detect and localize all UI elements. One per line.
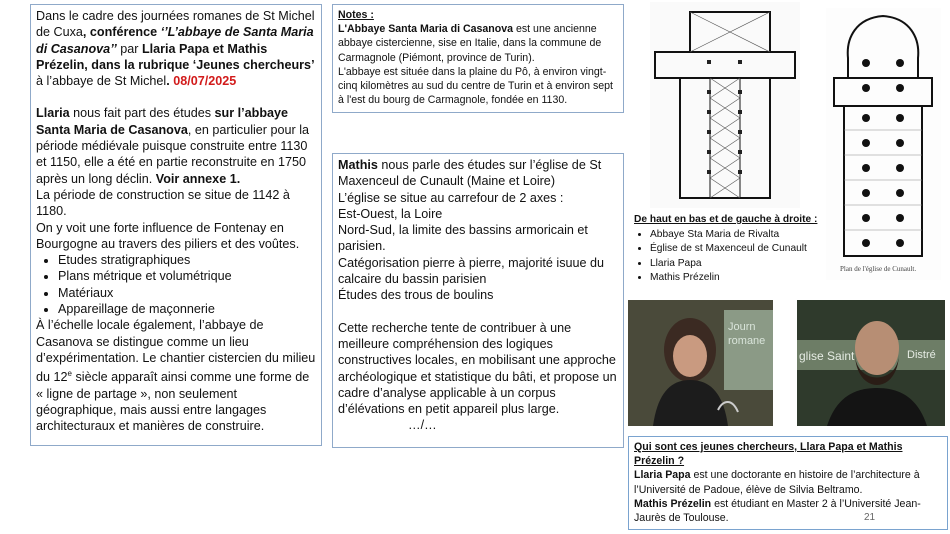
conference-date: 08/07/2025 — [173, 74, 237, 89]
mathis-name: Mathis — [338, 158, 378, 172]
notes-title: Notes : — [338, 9, 374, 21]
mathis-line: Études des trous de boulins — [338, 288, 494, 303]
conference-title: ‘’L’abbaye de Santa Maria di Casanova’’ — [36, 25, 314, 56]
caption-item: • Llaria Papa — [650, 257, 824, 272]
intro-text-5: . — [166, 74, 174, 89]
notes-box — [332, 4, 624, 113]
intro-text: Dans le cadre des journées romanes de St Michel de Cuxa — [36, 9, 315, 40]
mathis-photo-drawing — [797, 300, 945, 426]
century-superscript: e — [67, 369, 72, 379]
llaria-paragraph — [36, 105, 316, 186]
study-item: • Plans métrique et volumétrique — [58, 268, 316, 284]
llaria-papa-photo — [628, 300, 773, 426]
notes-abbey-name: L'Abbaye Santa Maria di Casanova — [338, 23, 514, 36]
continuation-mark: …/… — [408, 418, 437, 433]
intro-text-3: par — [116, 41, 142, 56]
page-number: 21 — [864, 512, 876, 523]
abbey-floor-plan-image — [650, 2, 800, 208]
banner-text: Journ — [728, 321, 756, 333]
researchers-info-box — [628, 436, 948, 530]
researchers-title: Qui sont ces jeunes chercheurs, Llara Papa et Mathis Prézelin ? — [634, 441, 903, 468]
notes-paragraph-2: L'abbaye est située dans la plaine du Pô, à environ vingt-cinq kilomètres au sud du centre de Turin et à environ sept à l'est du bourg de Carmagnole, fondée en 1130. — [338, 65, 614, 107]
intro-paragraph — [36, 8, 316, 89]
image-captions — [634, 213, 824, 286]
llaria-bio-name: Llaria Papa — [634, 469, 691, 482]
captions-title: De haut en bas et de gauche à droite : — [634, 214, 818, 225]
local-text-2: siècle apparaît ainsi comme une forme de « ligne de partage », non seulement géographique, mais aussi entre langages architecturaux et manières de construire. — [36, 370, 310, 434]
mathis-line: Catégorisation pierre à pierre, majorité isuue du calcaire du bassin parisien — [338, 255, 605, 287]
study-item: • Etudes stratigraphiques — [58, 252, 316, 268]
mathis-line: Nord-Sud, la limite des bassins armoricain et parisien. — [338, 223, 588, 254]
local-scale-paragraph — [36, 317, 316, 434]
mathis-line: L’église se situe au carrefour de 2 axes : — [338, 190, 564, 205]
mathis-line: Est-Ouest, la Loire — [338, 206, 443, 221]
conference-summary-box — [30, 4, 322, 446]
study-item: • Appareillage de maçonnerie — [58, 301, 316, 317]
mathis-bio-name: Mathis Prézelin — [634, 497, 712, 510]
annex-reference: Voir annexe 1. — [155, 171, 241, 186]
llaria-bio — [634, 468, 942, 496]
caption-item: • Abbaye Sta Maria de Rivalta — [650, 228, 824, 243]
construction-period: La période de construction se situe de 1142 à 1180. — [36, 187, 290, 219]
notes-paragraph-1 — [338, 22, 618, 65]
llaria-topic: sur l’abbaye Santa Maria de Casanova — [36, 106, 289, 137]
intro-text-4: à l’abbaye de St Michel — [36, 74, 167, 89]
llaria-text-2: , en particulier pour la période médiévale puisque construite entre 1130 et 1150, elle a été en partie reconstruite en 1750 après un long déclin. — [36, 122, 309, 186]
study-list — [36, 252, 316, 317]
local-text: À l’échelle locale également, l’abbaye de Casanova se distingue comme un lieu d’expérimentation. Le chantier cistercien du milieu du 12 — [36, 318, 316, 385]
llaria-bio-text: est une doctorante en histoire de l’architecture à l’Université de Padoue, élève de Silvia Beltramo. — [634, 469, 920, 496]
llaria-name: Llaria — [36, 106, 70, 121]
notes-text: est une ancienne abbaye cistercienne, sise en Italie, dans la commune de Carmagnole (Piémont, province de Turin). — [338, 23, 602, 64]
banner-text: glise Saint — [799, 349, 855, 363]
mathis-box — [332, 153, 624, 448]
church-floor-plan-image — [826, 8, 941, 280]
llaria-photo-drawing — [628, 300, 773, 426]
mathis-intro — [338, 157, 618, 190]
captions-list — [634, 228, 824, 286]
banner-text: Distré — [907, 349, 936, 361]
mathis-bio-text: est étudiant en Master 2 à l’Université Jean-Jaurès de Toulouse. — [634, 497, 921, 525]
study-item: • Matériaux — [58, 285, 316, 301]
fontenay-influence: On y voit une forte influence de Fontenay en Bourgogne au travers des piliers et des voûtes. — [36, 220, 300, 251]
mathis-prezelin-photo — [797, 300, 945, 426]
banner-text: romane — [728, 335, 766, 347]
plan-caption: Plan de l'église de Cunault. — [840, 265, 917, 273]
llaria-text: nous fait part des études — [69, 106, 215, 121]
speakers: Llaria Papa et Mathis Prézelin, dans la rubrique ‘Jeunes chercheurs’ — [36, 41, 315, 72]
caption-item: • Église de st Maxenceul de Cunault — [650, 242, 824, 257]
mathis-intro-text: nous parle des études sur l’église de St Maxenceul de Cunault (Maine et Loire) — [338, 158, 602, 189]
caption-item: • Mathis Prézelin — [650, 271, 824, 286]
mathis-research-paragraph: Cette recherche tente de contribuer à une meilleure compréhension des logiques constructives locales, en mobilisant une approche archéologique et statistique du bâti, et propose un cadre d’analyse applicable à un corpus d’élévations en petit appareil plus large. — [338, 320, 617, 417]
mathis-bio — [634, 497, 942, 525]
intro-text-2: , conférence — [82, 25, 161, 40]
